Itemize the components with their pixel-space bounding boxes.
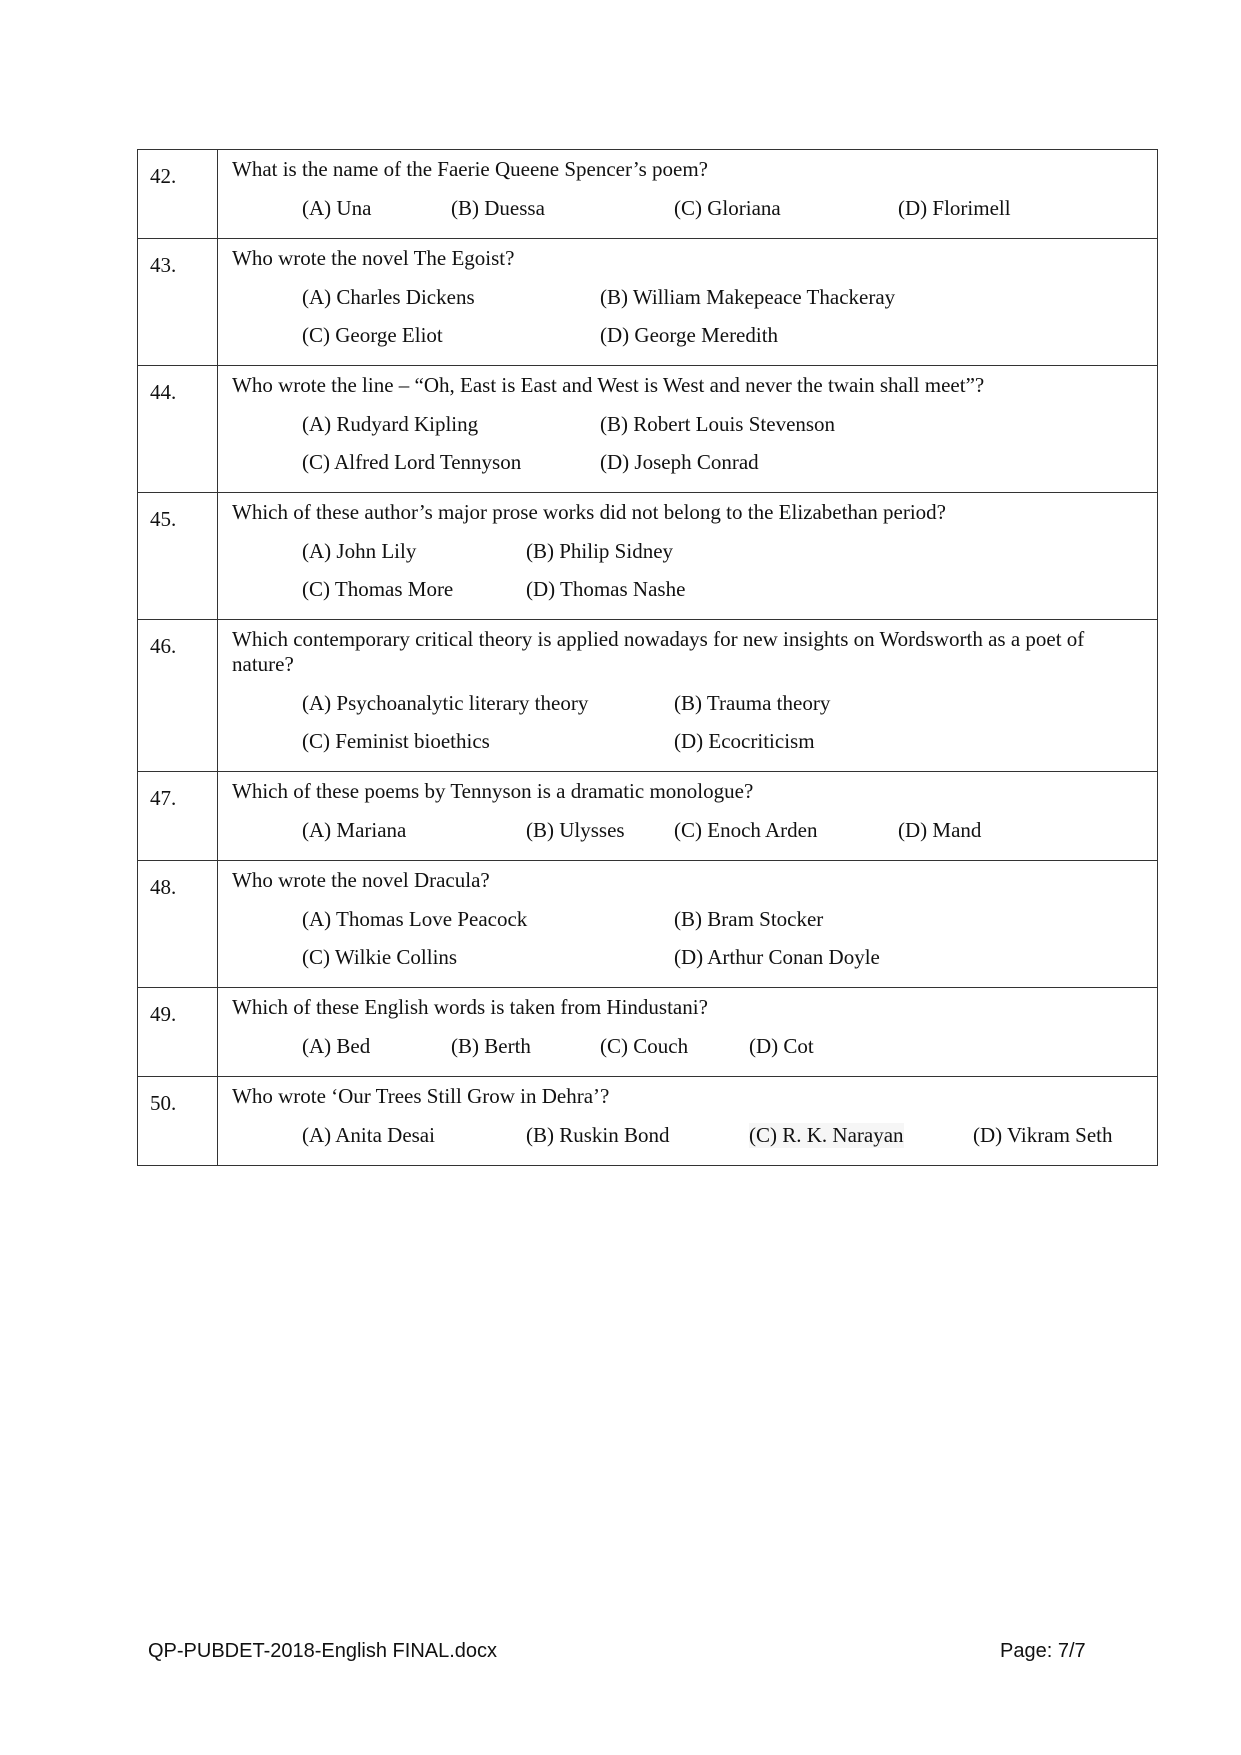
question-text: Who wrote ‘Our Trees Still Grow in Dehra’? — [232, 1084, 610, 1108]
question-text: What is the name of the Faerie Queene Spencer’s poem? — [232, 157, 709, 181]
option-b: (B) Bram Stocker — [674, 907, 824, 931]
options-row — [232, 901, 1143, 939]
option-c: (C) Enoch Arden — [674, 818, 818, 842]
footer-filename: QP-PUBDET-2018-English FINAL.docx — [148, 1640, 498, 1662]
question-number: 47. — [138, 772, 218, 861]
option-a: (A) Charles Dickens — [302, 285, 475, 309]
question-text: Which contemporary critical theory is applied nowadays for new insights on Wordsworth as a poet of nature? — [232, 627, 1085, 676]
option-a: (A) Anita Desai — [302, 1123, 435, 1147]
option-c: (C) George Eliot — [302, 323, 443, 347]
options-row — [232, 190, 1143, 228]
question-number: 43. — [138, 239, 218, 366]
option-c: (C) Wilkie Collins — [302, 945, 458, 969]
option-d: (D) Vikram Seth — [973, 1123, 1113, 1147]
option-b: (B) Ruskin Bond — [526, 1123, 670, 1147]
option-c: (C) R. K. Narayan — [749, 1123, 904, 1147]
option-d: (D) Ecocriticism — [674, 729, 815, 753]
question-row-42 — [138, 150, 1158, 239]
options-row — [232, 571, 1143, 609]
option-d: (D) Florimell — [898, 196, 1011, 220]
question-body — [218, 150, 1158, 239]
question-body — [218, 861, 1158, 988]
option-c: (C) Gloriana — [674, 196, 781, 220]
question-text: Which of these poems by Tennyson is a dramatic monologue? — [232, 779, 754, 803]
option-d: (D) Mand — [898, 818, 982, 842]
option-d: (D) George Meredith — [600, 323, 779, 347]
question-row-46 — [138, 620, 1158, 772]
option-c: (C) Couch — [600, 1034, 689, 1058]
question-body — [218, 366, 1158, 493]
options-row — [232, 685, 1143, 723]
options-row — [232, 533, 1143, 571]
option-b: (B) Berth — [451, 1034, 531, 1058]
question-number: 50. — [138, 1077, 218, 1166]
options-row — [232, 1117, 1143, 1155]
questions-table — [137, 149, 1158, 1166]
question-text: Who wrote the line – “Oh, East is East and West is West and never the twain shall meet”? — [232, 373, 985, 397]
question-number: 42. — [138, 150, 218, 239]
question-text: Which of these author’s major prose works did not belong to the Elizabethan period? — [232, 500, 946, 524]
option-a: (A) Thomas Love Peacock — [302, 907, 528, 931]
options-row — [232, 1028, 1143, 1066]
option-b: (B) Ulysses — [526, 818, 625, 842]
option-a: (A) Psychoanalytic literary theory — [302, 691, 589, 715]
option-a: (A) Bed — [302, 1034, 371, 1058]
question-text: Who wrote the novel The Egoist? — [232, 246, 515, 270]
question-number: 44. — [138, 366, 218, 493]
question-number: 45. — [138, 493, 218, 620]
options-row — [232, 812, 1143, 850]
question-body — [218, 620, 1158, 772]
question-body — [218, 988, 1158, 1077]
option-b: (B) Philip Sidney — [526, 539, 674, 563]
question-row-43 — [138, 239, 1158, 366]
question-number: 46. — [138, 620, 218, 772]
option-c: (C) Thomas More — [302, 577, 454, 601]
option-d: (D) Joseph Conrad — [600, 450, 759, 474]
question-body — [218, 493, 1158, 620]
option-d: (D) Thomas Nashe — [526, 577, 686, 601]
question-row-48 — [138, 861, 1158, 988]
options-row — [232, 406, 1143, 444]
options-row — [232, 939, 1143, 977]
options-row — [232, 723, 1143, 761]
option-b: (B) Robert Louis Stevenson — [600, 412, 836, 436]
options-row — [232, 317, 1143, 355]
option-d: (D) Cot — [749, 1034, 814, 1058]
option-c: (C) Alfred Lord Tennyson — [302, 450, 522, 474]
options-row — [232, 279, 1143, 317]
option-c: (C) Feminist bioethics — [302, 729, 490, 753]
question-body — [218, 772, 1158, 861]
option-d: (D) Arthur Conan Doyle — [674, 945, 880, 969]
question-row-47 — [138, 772, 1158, 861]
question-number: 48. — [138, 861, 218, 988]
option-b: (B) Duessa — [451, 196, 545, 220]
question-row-45 — [138, 493, 1158, 620]
footer-page-number: Page: 7/7 — [1000, 1640, 1086, 1662]
option-b: (B) Trauma theory — [674, 691, 831, 715]
option-a: (A) Una — [302, 196, 372, 220]
question-row-49 — [138, 988, 1158, 1077]
question-body — [218, 239, 1158, 366]
question-body — [218, 1077, 1158, 1166]
option-b: (B) William Makepeace Thackeray — [600, 285, 896, 309]
option-a: (A) Mariana — [302, 818, 407, 842]
question-number: 49. — [138, 988, 218, 1077]
options-row — [232, 444, 1143, 482]
question-row-50 — [138, 1077, 1158, 1166]
option-a: (A) John Lily — [302, 539, 417, 563]
option-a: (A) Rudyard Kipling — [302, 412, 479, 436]
question-text: Which of these English words is taken from Hindustani? — [232, 995, 708, 1019]
question-text: Who wrote the novel Dracula? — [232, 868, 490, 892]
question-row-44 — [138, 366, 1158, 493]
